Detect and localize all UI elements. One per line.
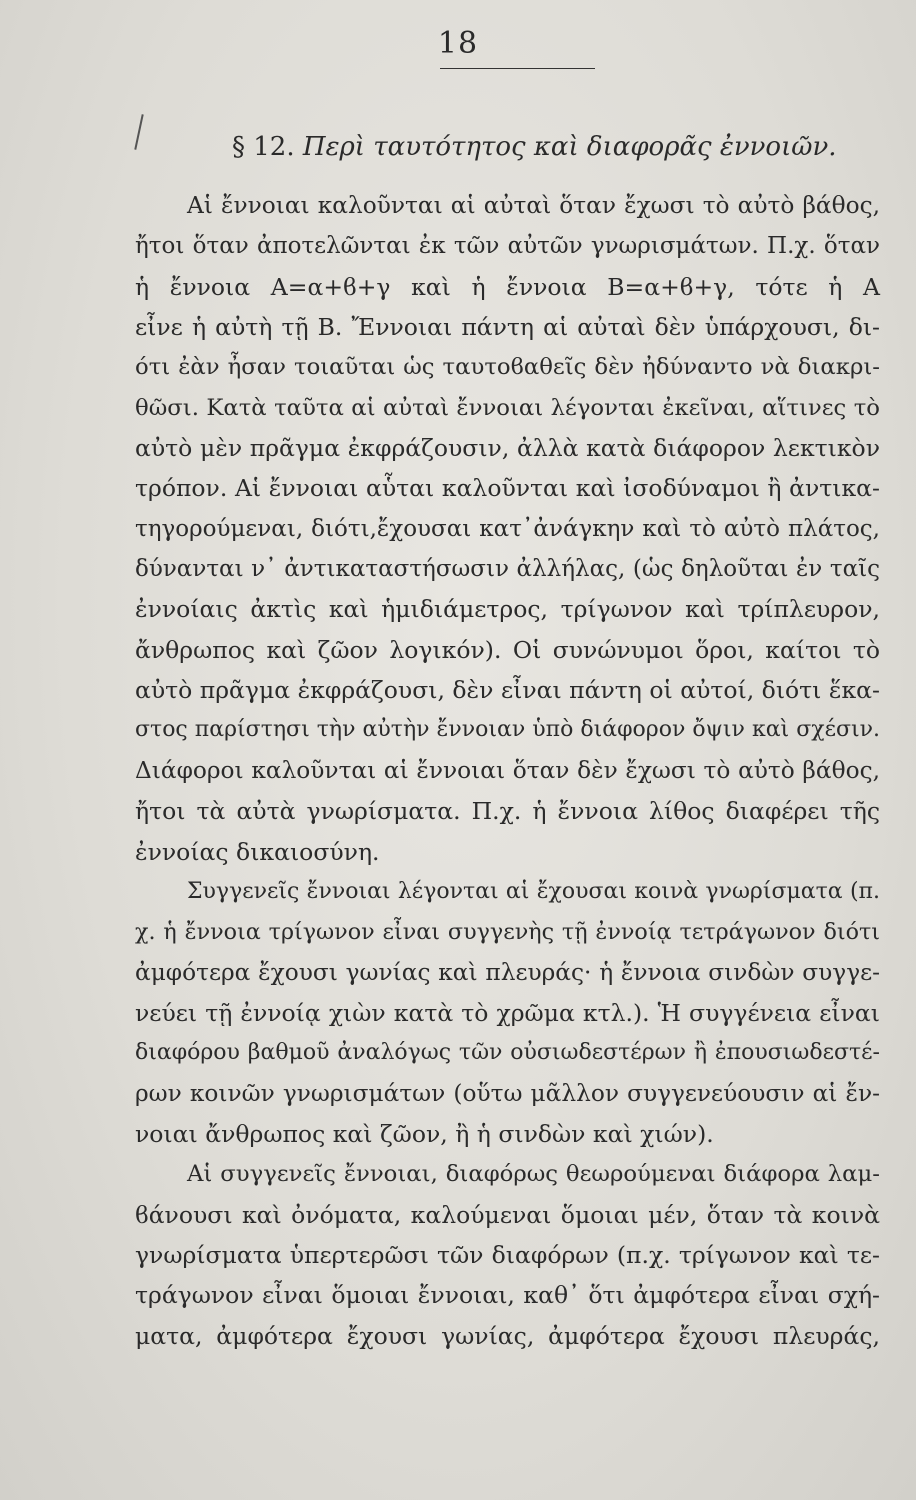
- text-line: Αἱ ἔννοιαι καλοῦνται αἱ αὐταὶ ὅταν ἔχωσι τὸ αὐτὸ βάθος,: [187, 192, 880, 219]
- text-line: γνωρίσματα ὑπερτερῶσι τῶν διαφόρων (π.χ. τρίγωνον καὶ τε-: [135, 1240, 880, 1269]
- text-line: Αἱ συγγενεῖς ἔννοιαι, διαφόρως θεωρούμεναι διάφορα λαμ-: [187, 1161, 880, 1188]
- section-number: § 12.: [232, 132, 295, 162]
- text-line: νεύει τῇ ἐννοίᾳ χιὼν κατὰ τὸ χρῶμα κτλ.). Ἡ συγγένεια εἶναι: [135, 998, 880, 1027]
- text-line: στος παρίστησι τὴν αὐτὴν ἔννοιαν ὑπὸ διάφορον ὄψιν καὶ σχέσιν.: [135, 717, 880, 743]
- text-line: τράγωνον εἶναι ὅμοιαι ἔννοιαι, καθ᾽ ὅτι ἀμφότερα εἶναι σχή-: [135, 1281, 880, 1310]
- text-line: ἤτοι τὰ αὐτὰ γνωρίσματα. Π.χ. ἡ ἔννοια λίθος διαφέρει τῆς: [135, 797, 880, 826]
- page-number: 18: [437, 26, 479, 61]
- text-line: τηγορούμεναι, διότι,ἔχουσαι κατ᾽ἀνάγκην καὶ τὸ αὐτὸ πλάτος,: [135, 515, 880, 542]
- text-line: ἄνθρωπος καὶ ζῶον λογικόν). Οἱ συνώνυμοι ὅροι, καίτοι τὸ: [135, 635, 880, 664]
- text-line: ἀμφότερα ἔχουσι γωνίας καὶ πλευράς· ἡ ἔννοια σινδὼν συγγε-: [135, 958, 880, 986]
- text-line: αὐτὸ μὲν πρᾶγμα ἐκφράζουσιν, ἀλλὰ κατὰ διάφορον λεκτικὸν: [135, 434, 880, 463]
- text-line: χ. ἡ ἔννοια τρίγωνον εἶναι συγγενὴς τῇ ἐννοίᾳ τετράγωνον διότι: [135, 919, 880, 946]
- text-line: ότι ἐὰν ἦσαν τοιαῦται ὡς ταυτοϐαθεῖς δὲν ἠδύναντο νὰ διακρι-: [135, 354, 880, 381]
- text-line: ματα, ἀμφότερα ἔχουσι γωνίας, ἀμφότερα ἔχουσι πλευράς,: [135, 1321, 880, 1350]
- text-line: ἐννοίαις ἀκτὶς καὶ ἡμιδιάμετρος, τρίγωνον καὶ τρίπλευρον,: [135, 595, 880, 624]
- header-rule: [440, 68, 595, 69]
- text-line: ἡ ἔννοια Α=α+ϐ+γ καὶ ἡ ἔννοια Β=α+ϐ+γ, τότε ἡ Α: [135, 272, 880, 301]
- text-line: διαφόρου βαθμοῦ ἀναλόγως τῶν οὐσιωδεστέρων ἢ ἐπουσιωδεστέ-: [135, 1040, 880, 1066]
- text-line: τρόπον. Αἱ ἔννοιαι αὗται καλοῦνται καὶ ἰσοδύναμοι ἢ ἀντικα-: [135, 474, 880, 503]
- section-heading: [232, 132, 837, 162]
- text-line: νοιαι ἄνθρωπος καὶ ζῶον, ἢ ἡ σινδὼν καὶ χιών).: [135, 1119, 714, 1148]
- text-line: Διάφοροι καλοῦνται αἱ ἔννοιαι ὅταν δὲν ἔχωσι τὸ αὐτὸ βάθος,: [135, 756, 880, 784]
- text-line: αὐτὸ πρᾶγμα ἐκφράζουσι, δὲν εἶναι πάντη οἱ αὐτοί, διότι ἕκα-: [135, 676, 880, 705]
- text-line: ἤτοι ὅταν ἀποτελῶνται ἐκ τῶν αὐτῶν γνωρισμάτων. Π.χ. ὅταν: [135, 233, 880, 260]
- text-line: ἐννοίας δικαιοσύνη.: [135, 837, 380, 866]
- pencil-mark: [134, 114, 143, 150]
- body-text: [135, 186, 880, 1356]
- text-line: εἶνε ἡ αὐτὴ τῇ Β. Ἔννοιαι πάντη αἱ αὐταὶ δὲν ὑπάρχουσι, δι-: [135, 313, 880, 342]
- text-line: δύνανται ν᾽ ἀντικαταστήσωσιν ἀλλήλας, (ὡς δηλοῦται ἐν ταῖς: [135, 556, 880, 583]
- text-line: Συγγενεῖς ἔννοιαι λέγονται αἱ ἔχουσαι κοινὰ γνωρίσματα (π.: [187, 878, 880, 904]
- text-line: θῶσι. Κατὰ ταῦτα αἱ αὐταὶ ἔννοιαι λέγονται ἐκεῖναι, αἵτινες τὸ: [135, 394, 880, 421]
- section-title: Περὶ ταυτότητος καὶ διαφορᾶς ἐννοιῶν.: [302, 132, 837, 162]
- text-line: ϐάνουσι καὶ ὀνόματα, καλούμεναι ὅμοιαι μέν, ὅταν τὰ κοινὰ: [135, 1200, 880, 1229]
- text-line: ρων κοινῶν γνωρισμάτων (οὕτω μᾶλλον συγγενεύουσιν αἱ ἔν-: [135, 1079, 880, 1107]
